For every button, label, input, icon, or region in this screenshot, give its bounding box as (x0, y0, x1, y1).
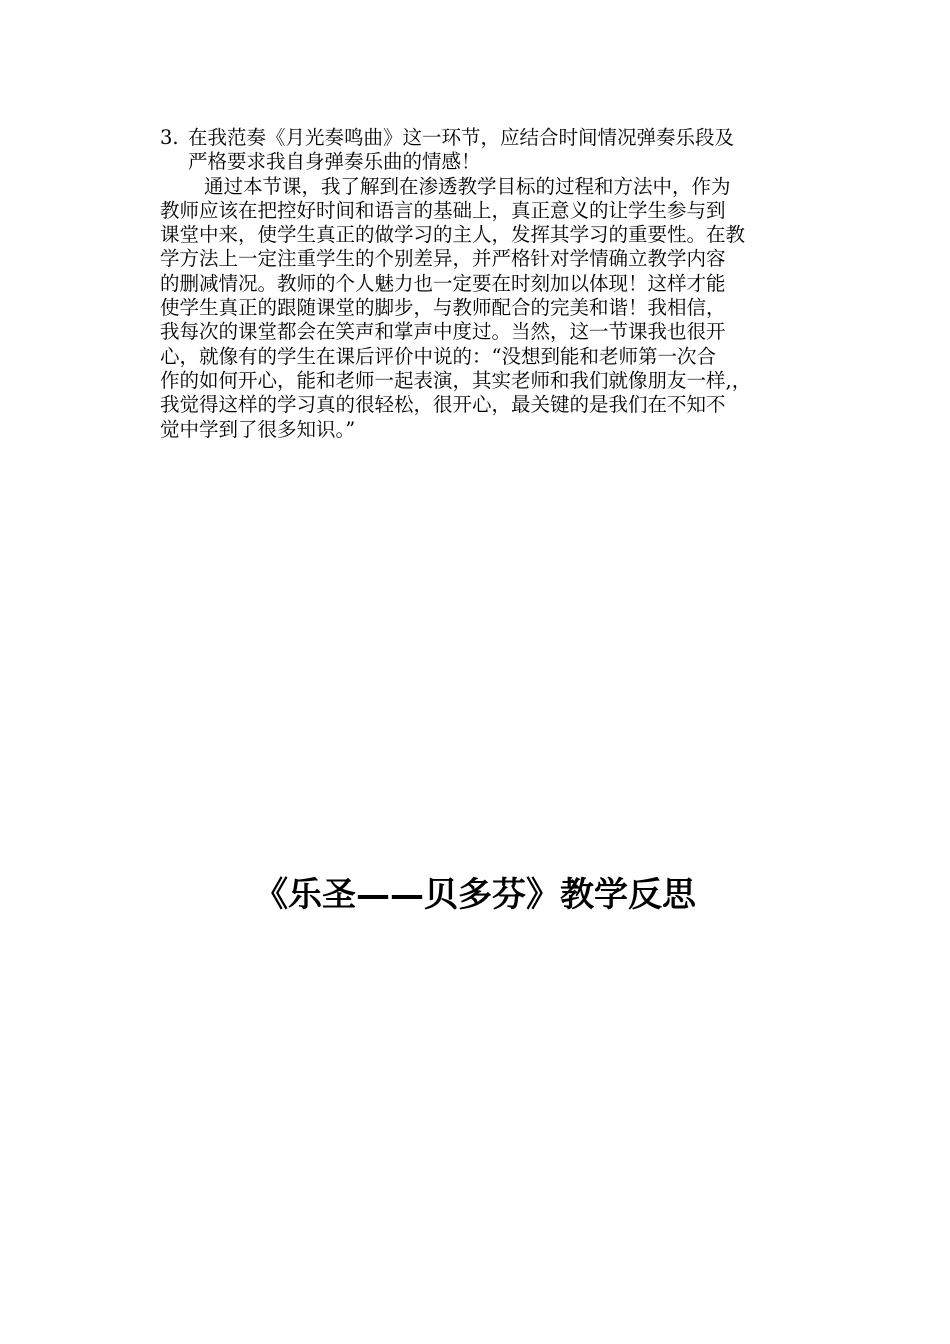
paragraph-line: 教师应该在把控好时间和语言的基础上，真正意义的让学生参与到 (160, 198, 726, 222)
reflection-paragraph (160, 175, 812, 442)
list-item (160, 126, 812, 175)
paragraph-line: 学方法上一定注重学生的个别差异，并严格针对学情确立教学内容 (160, 247, 726, 271)
list-item-line: 严格要求我自身弹奏乐曲的情感！ (188, 150, 481, 174)
paragraph-line: 作的如何开心，能和老师一起表演，其实老师和我们就像朋友一样,， (160, 368, 752, 392)
paragraph-line: 使学生真正的跟随课堂的脚步，与教师配合的完美和谐！我相信， (160, 296, 726, 320)
paragraph-line: 的删减情况。教师的个人魅力也一定要在时刻加以体现！这样才能 (160, 271, 726, 295)
list-number: 3. (160, 126, 179, 149)
list-item-line: 在我范奏《月光奏鸣曲》这一环节，应结合时间情况弹奏乐段及 (188, 126, 735, 149)
paragraph-line: 课堂中来，使学生真正的做学习的主人，发挥其学习的重要性。在教 (160, 223, 746, 247)
body-text (160, 126, 812, 442)
paragraph-line: 通过本节课，我了解到在渗透教学目标的过程和方法中，作为 (204, 174, 731, 198)
paragraph-line: 我觉得这样的学习真的很轻松，很开心，最关键的是我们在不知不 (160, 393, 726, 417)
paragraph-line: 心，就像有的学生在课后评价中说的：“没想到能和老师第一次合 (160, 344, 716, 368)
section-heading: 《乐圣——贝多芬》教学反思 (254, 875, 696, 915)
paragraph-line: 我每次的课堂都会在笑声和掌声中度过。当然，这一节课我也很开 (160, 320, 726, 344)
paragraph-line: 觉中学到了很多知识。” (160, 417, 356, 441)
